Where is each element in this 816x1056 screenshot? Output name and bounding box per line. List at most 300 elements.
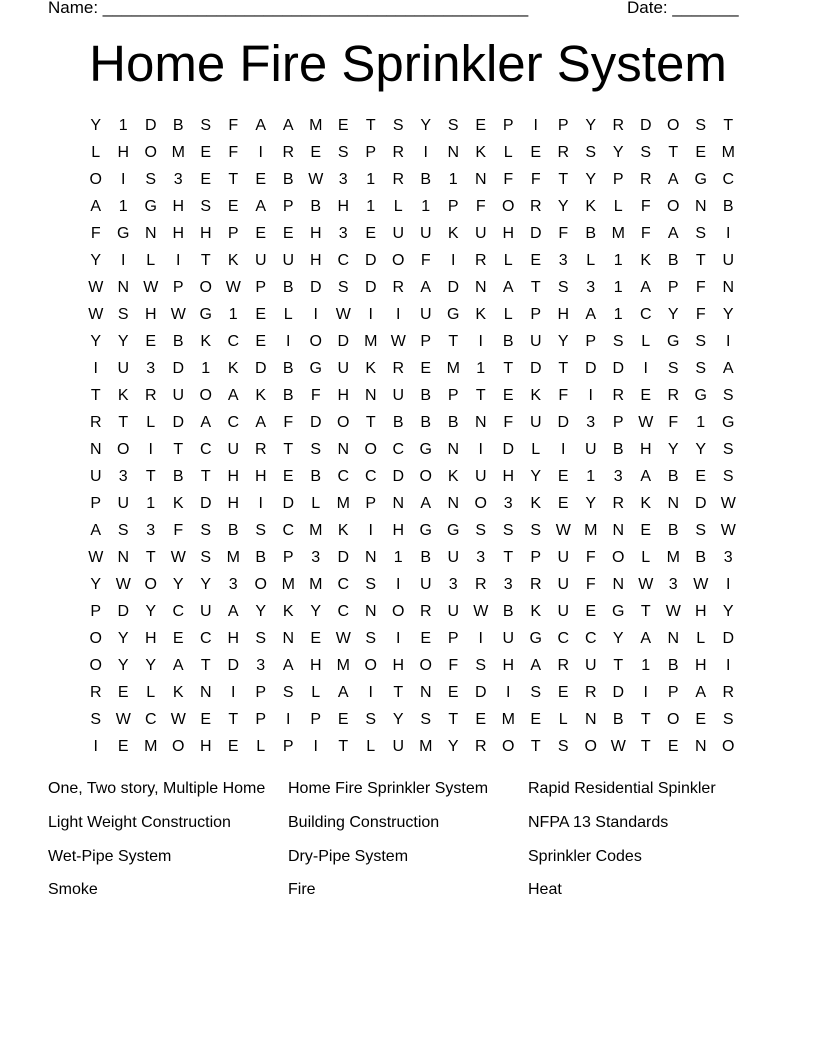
grid-letter: S: [695, 360, 707, 377]
grid-letter: O: [419, 657, 432, 674]
grid-letter: A: [282, 117, 294, 134]
grid-letter: P: [282, 549, 294, 566]
grid-letter: B: [255, 549, 267, 566]
grid-letter: R: [89, 414, 102, 431]
grid-letter: 1: [613, 279, 623, 296]
grid-letter: S: [530, 522, 542, 539]
grid-letter: S: [282, 684, 294, 701]
grid-letter: E: [640, 387, 652, 404]
grid-letter: 3: [118, 468, 128, 485]
grid-letter: 3: [586, 279, 596, 296]
grid-letter: A: [695, 684, 707, 701]
grid-letter: F: [228, 117, 239, 134]
grid-letter: E: [667, 738, 679, 755]
grid-letter: Y: [172, 576, 184, 593]
grid-letter: T: [283, 441, 294, 458]
grid-letter: M: [446, 360, 460, 377]
grid-letter: M: [226, 549, 240, 566]
grid-letter: S: [557, 738, 569, 755]
grid-letter: 1: [201, 360, 211, 377]
grid-letter: H: [309, 225, 322, 242]
grid-letter: I: [121, 252, 126, 269]
grid-letter: D: [309, 414, 322, 431]
grid-letter: P: [420, 333, 432, 350]
grid-letter: N: [419, 684, 432, 701]
grid-letter: G: [447, 522, 460, 539]
grid-letter: W: [170, 306, 186, 323]
grid-letter: S: [200, 522, 212, 539]
grid-letter: S: [640, 144, 652, 161]
grid-letter: T: [503, 549, 514, 566]
grid-letter: T: [695, 252, 706, 269]
grid-letter: H: [144, 306, 157, 323]
grid-letter: Y: [117, 630, 129, 647]
grid-letter: R: [612, 495, 625, 512]
grid-letter: Y: [200, 576, 212, 593]
grid-letter: R: [392, 360, 405, 377]
grid-letter: W: [555, 522, 571, 539]
grid-letter: U: [529, 414, 542, 431]
grid-letter: H: [227, 468, 240, 485]
grid-letter: N: [282, 630, 295, 647]
grid-row: [82, 301, 742, 328]
grid-row: [82, 463, 742, 490]
grid-letter: A: [282, 657, 294, 674]
grid-letter: T: [338, 738, 349, 755]
grid-letter: S: [475, 657, 487, 674]
grid-letter: F: [420, 252, 431, 269]
grid-letter: A: [530, 657, 542, 674]
grid-letter: S: [530, 684, 542, 701]
grid-letter: U: [447, 603, 460, 620]
grid-letter: G: [144, 198, 157, 215]
grid-letter: M: [666, 549, 680, 566]
grid-letter: Y: [145, 657, 157, 674]
word-list-item: Dry-Pipe System: [288, 847, 409, 865]
grid-letter: H: [557, 306, 570, 323]
grid-letter: N: [199, 684, 212, 701]
grid-letter: N: [667, 630, 680, 647]
grid-letter: C: [227, 333, 240, 350]
grid-row: [82, 733, 742, 760]
grid-letter: G: [694, 171, 707, 188]
grid-letter: R: [392, 144, 405, 161]
grid-letter: K: [447, 225, 459, 242]
grid-letter: M: [336, 657, 350, 674]
grid-letter: B: [585, 225, 597, 242]
grid-letter: P: [255, 711, 267, 728]
grid-letter: D: [227, 657, 240, 674]
grid-letter: B: [420, 171, 432, 188]
grid-letter: B: [420, 549, 432, 566]
grid-letter: E: [255, 306, 267, 323]
grid-letter: T: [200, 252, 211, 269]
grid-letter: O: [89, 171, 102, 188]
grid-letter: O: [337, 414, 350, 431]
grid-letter: I: [726, 576, 731, 593]
grid-row: [82, 220, 742, 247]
grid-letter: K: [530, 495, 542, 512]
grid-letter: K: [200, 333, 212, 350]
grid-letter: N: [89, 441, 102, 458]
grid-letter: Y: [557, 198, 569, 215]
grid-letter: U: [474, 225, 487, 242]
grid-letter: S: [475, 522, 487, 539]
grid-letter: B: [227, 522, 239, 539]
grid-letter: M: [309, 117, 323, 134]
grid-letter: B: [667, 468, 679, 485]
grid-letter: I: [396, 306, 401, 323]
grid-letter: H: [392, 657, 405, 674]
grid-letter: P: [172, 279, 184, 296]
grid-letter: W: [143, 279, 159, 296]
grid-letter: A: [640, 468, 652, 485]
grid-letter: 3: [228, 576, 238, 593]
grid-letter: Y: [90, 576, 102, 593]
grid-letter: B: [667, 252, 679, 269]
grid-letter: O: [254, 576, 267, 593]
grid-letter: 3: [668, 576, 678, 593]
grid-letter: P: [530, 549, 542, 566]
grid-letter: N: [694, 198, 707, 215]
grid-letter: S: [365, 576, 377, 593]
grid-letter: S: [695, 117, 707, 134]
grid-letter: 3: [338, 171, 348, 188]
grid-letter: F: [503, 171, 514, 188]
grid-letter: Y: [612, 144, 624, 161]
grid-letter: H: [144, 630, 157, 647]
grid-letter: U: [282, 252, 295, 269]
grid-letter: D: [584, 360, 597, 377]
grid-letter: T: [200, 657, 211, 674]
grid-letter: D: [282, 495, 295, 512]
grid-letter: I: [643, 684, 648, 701]
grid-letter: T: [365, 414, 376, 431]
grid-letter: W: [720, 495, 736, 512]
grid-letter: O: [89, 630, 102, 647]
grid-letter: U: [557, 549, 570, 566]
grid-letter: O: [117, 441, 130, 458]
grid-letter: E: [282, 225, 294, 242]
grid-letter: O: [309, 333, 322, 350]
grid-row: [82, 517, 742, 544]
grid-letter: O: [364, 441, 377, 458]
grid-letter: Y: [667, 306, 679, 323]
grid-letter: R: [584, 684, 597, 701]
grid-letter: N: [667, 495, 680, 512]
grid-letter: P: [90, 495, 102, 512]
grid-letter: N: [117, 279, 130, 296]
grid-letter: T: [613, 657, 624, 674]
grid-letter: R: [667, 387, 680, 404]
grid-letter: B: [172, 468, 184, 485]
grid-letter: A: [667, 225, 679, 242]
grid-letter: R: [254, 441, 267, 458]
grid-letter: A: [172, 657, 184, 674]
grid-letter: N: [364, 387, 377, 404]
grid-letter: L: [256, 738, 266, 755]
grid-letter: G: [309, 360, 322, 377]
word-list-item: Rapid Residential Spinkler: [528, 780, 716, 797]
grid-letter: S: [722, 711, 734, 728]
grid-letter: P: [255, 684, 267, 701]
grid-letter: S: [695, 333, 707, 350]
grid-letter: S: [722, 387, 734, 404]
grid-letter: 1: [118, 117, 128, 134]
grid-letter: I: [643, 360, 648, 377]
grid-letter: I: [148, 441, 153, 458]
grid-letter: B: [722, 198, 734, 215]
grid-letter: A: [667, 171, 679, 188]
grid-letter: P: [667, 279, 679, 296]
word-list-item: Fire: [288, 881, 316, 899]
grid-letter: I: [368, 306, 373, 323]
grid-letter: P: [612, 414, 624, 431]
grid-letter: R: [612, 387, 625, 404]
grid-letter: B: [282, 387, 294, 404]
grid-letter: C: [337, 603, 350, 620]
grid-letter: E: [255, 171, 267, 188]
grid-letter: O: [144, 144, 157, 161]
grid-letter: O: [199, 387, 212, 404]
grid-letter: I: [561, 441, 566, 458]
grid-letter: K: [227, 360, 239, 377]
grid-row: [82, 625, 742, 652]
grid-letter: R: [612, 117, 625, 134]
grid-letter: 3: [146, 360, 156, 377]
grid-letter: B: [310, 468, 322, 485]
grid-letter: O: [502, 198, 515, 215]
grid-letter: D: [447, 279, 460, 296]
word-list-item: Wet-Pipe System: [48, 847, 172, 865]
grid-letter: W: [638, 576, 654, 593]
grid-letter: C: [337, 468, 350, 485]
grid-letter: N: [144, 225, 157, 242]
grid-row: [82, 544, 742, 571]
grid-letter: K: [337, 522, 349, 539]
grid-letter: Y: [310, 603, 322, 620]
grid-letter: D: [172, 360, 185, 377]
grid-letter: N: [722, 279, 735, 296]
grid-letter: L: [146, 252, 156, 269]
grid-letter: U: [172, 387, 185, 404]
grid-letter: Y: [90, 252, 102, 269]
grid-letter: S: [722, 441, 734, 458]
grid-letter: W: [88, 279, 104, 296]
grid-letter: F: [695, 279, 706, 296]
grid-letter: 3: [613, 468, 623, 485]
grid-letter: 1: [613, 252, 623, 269]
grid-letter: Y: [585, 171, 597, 188]
grid-letter: T: [668, 144, 679, 161]
grid-letter: M: [364, 333, 378, 350]
grid-letter: C: [584, 630, 597, 647]
grid-letter: O: [172, 738, 185, 755]
grid-letter: S: [585, 144, 597, 161]
grid-letter: Y: [667, 441, 679, 458]
grid-letter: W: [115, 576, 131, 593]
grid-letter: N: [117, 549, 130, 566]
grid-letter: F: [530, 171, 541, 188]
letter-grid: [82, 112, 742, 760]
grid-letter: U: [419, 225, 432, 242]
grid-letter: I: [478, 441, 483, 458]
page-title: Home Fire Sprinkler System: [89, 35, 727, 92]
grid-letter: U: [584, 657, 597, 674]
grid-letter: G: [722, 414, 735, 431]
grid-letter: P: [502, 117, 514, 134]
grid-letter: D: [199, 495, 212, 512]
grid-row: [82, 652, 742, 679]
grid-letter: W: [170, 549, 186, 566]
grid-letter: U: [447, 549, 460, 566]
grid-letter: L: [311, 495, 321, 512]
grid-letter: D: [557, 414, 570, 431]
grid-letter: M: [584, 522, 598, 539]
grid-letter: H: [337, 198, 350, 215]
grid-letter: Y: [585, 117, 597, 134]
grid-row: [82, 355, 742, 382]
grid-letter: T: [530, 738, 541, 755]
grid-letter: E: [475, 117, 487, 134]
grid-letter: D: [639, 117, 652, 134]
grid-letter: Y: [420, 117, 432, 134]
grid-letter: E: [255, 225, 267, 242]
grid-letter: O: [667, 711, 680, 728]
grid-letter: E: [695, 468, 707, 485]
grid-letter: T: [723, 117, 734, 134]
grid-letter: T: [173, 441, 184, 458]
grid-letter: K: [530, 387, 542, 404]
grid-letter: H: [392, 522, 405, 539]
grid-letter: S: [337, 279, 349, 296]
grid-row: [82, 679, 742, 706]
grid-letter: K: [117, 387, 129, 404]
grid-letter: C: [199, 630, 212, 647]
word-list-item: Heat: [528, 881, 562, 899]
grid-letter: I: [368, 684, 373, 701]
grid-letter: O: [474, 495, 487, 512]
grid-letter: E: [310, 144, 322, 161]
grid-letter: O: [419, 468, 432, 485]
grid-letter: P: [557, 117, 569, 134]
grid-letter: F: [475, 198, 486, 215]
grid-letter: B: [310, 198, 322, 215]
grid-letter: E: [640, 522, 652, 539]
grid-letter: A: [227, 603, 239, 620]
grid-letter: U: [392, 225, 405, 242]
grid-letter: E: [420, 630, 432, 647]
grid-letter: W: [88, 306, 104, 323]
grid-letter: T: [640, 603, 651, 620]
grid-letter: E: [227, 738, 239, 755]
grid-letter: U: [557, 603, 570, 620]
grid-letter: E: [255, 333, 267, 350]
grid-letter: K: [172, 495, 184, 512]
grid-letter: P: [447, 630, 459, 647]
grid-letter: O: [89, 657, 102, 674]
grid-letter: R: [529, 576, 542, 593]
grid-letter: U: [199, 603, 212, 620]
grid-letter: F: [503, 414, 514, 431]
grid-letter: K: [227, 252, 239, 269]
grid-letter: E: [557, 495, 569, 512]
grid-letter: G: [419, 441, 432, 458]
grid-letter: P: [365, 495, 377, 512]
grid-letter: E: [585, 603, 597, 620]
grid-letter: L: [613, 198, 623, 215]
grid-letter: B: [502, 333, 514, 350]
word-list-item: Smoke: [48, 881, 98, 899]
grid-letter: C: [199, 441, 212, 458]
grid-letter: G: [447, 306, 460, 323]
grid-letter: A: [502, 279, 514, 296]
grid-row: [82, 247, 742, 274]
grid-letter: Y: [255, 603, 267, 620]
grid-letter: Y: [392, 711, 404, 728]
grid-letter: F: [173, 522, 184, 539]
grid-letter: I: [286, 711, 291, 728]
grid-letter: L: [558, 711, 568, 728]
grid-letter: I: [396, 630, 401, 647]
grid-letter: K: [447, 468, 459, 485]
word-list-item: Light Weight Construction: [48, 813, 231, 831]
grid-letter: F: [585, 549, 596, 566]
grid-letter: B: [667, 657, 679, 674]
grid-letter: A: [640, 279, 652, 296]
grid-letter: H: [309, 252, 322, 269]
grid-letter: P: [585, 333, 597, 350]
grid-letter: R: [557, 144, 570, 161]
grid-letter: S: [117, 306, 129, 323]
grid-letter: I: [506, 684, 511, 701]
grid-letter: B: [282, 279, 294, 296]
grid-letter: I: [423, 144, 428, 161]
grid-letter: T: [145, 468, 156, 485]
grid-letter: M: [144, 738, 158, 755]
grid-letter: F: [640, 198, 651, 215]
grid-letter: L: [283, 306, 293, 323]
grid-letter: 1: [586, 468, 596, 485]
grid-row: [82, 409, 742, 436]
grid-letter: B: [420, 387, 432, 404]
grid-letter: E: [557, 684, 569, 701]
grid-letter: U: [419, 576, 432, 593]
grid-letter: Y: [530, 468, 542, 485]
grid-letter: P: [255, 279, 267, 296]
grid-letter: W: [115, 711, 131, 728]
grid-letter: W: [720, 522, 736, 539]
grid-letter: W: [88, 549, 104, 566]
grid-letter: U: [117, 495, 130, 512]
grid-letter: 1: [228, 306, 238, 323]
grid-letter: Y: [722, 306, 734, 323]
grid-letter: I: [176, 252, 181, 269]
grid-letter: O: [722, 738, 735, 755]
grid-letter: O: [364, 657, 377, 674]
grid-letter: W: [308, 171, 324, 188]
grid-letter: A: [337, 684, 349, 701]
grid-row: [82, 112, 742, 139]
grid-letter: S: [722, 468, 734, 485]
grid-letter: S: [557, 279, 569, 296]
grid-letter: U: [337, 360, 350, 377]
grid-letter: O: [612, 549, 625, 566]
grid-letter: 1: [393, 549, 403, 566]
grid-letter: M: [419, 738, 433, 755]
grid-letter: U: [584, 441, 597, 458]
grid-letter: D: [309, 279, 322, 296]
